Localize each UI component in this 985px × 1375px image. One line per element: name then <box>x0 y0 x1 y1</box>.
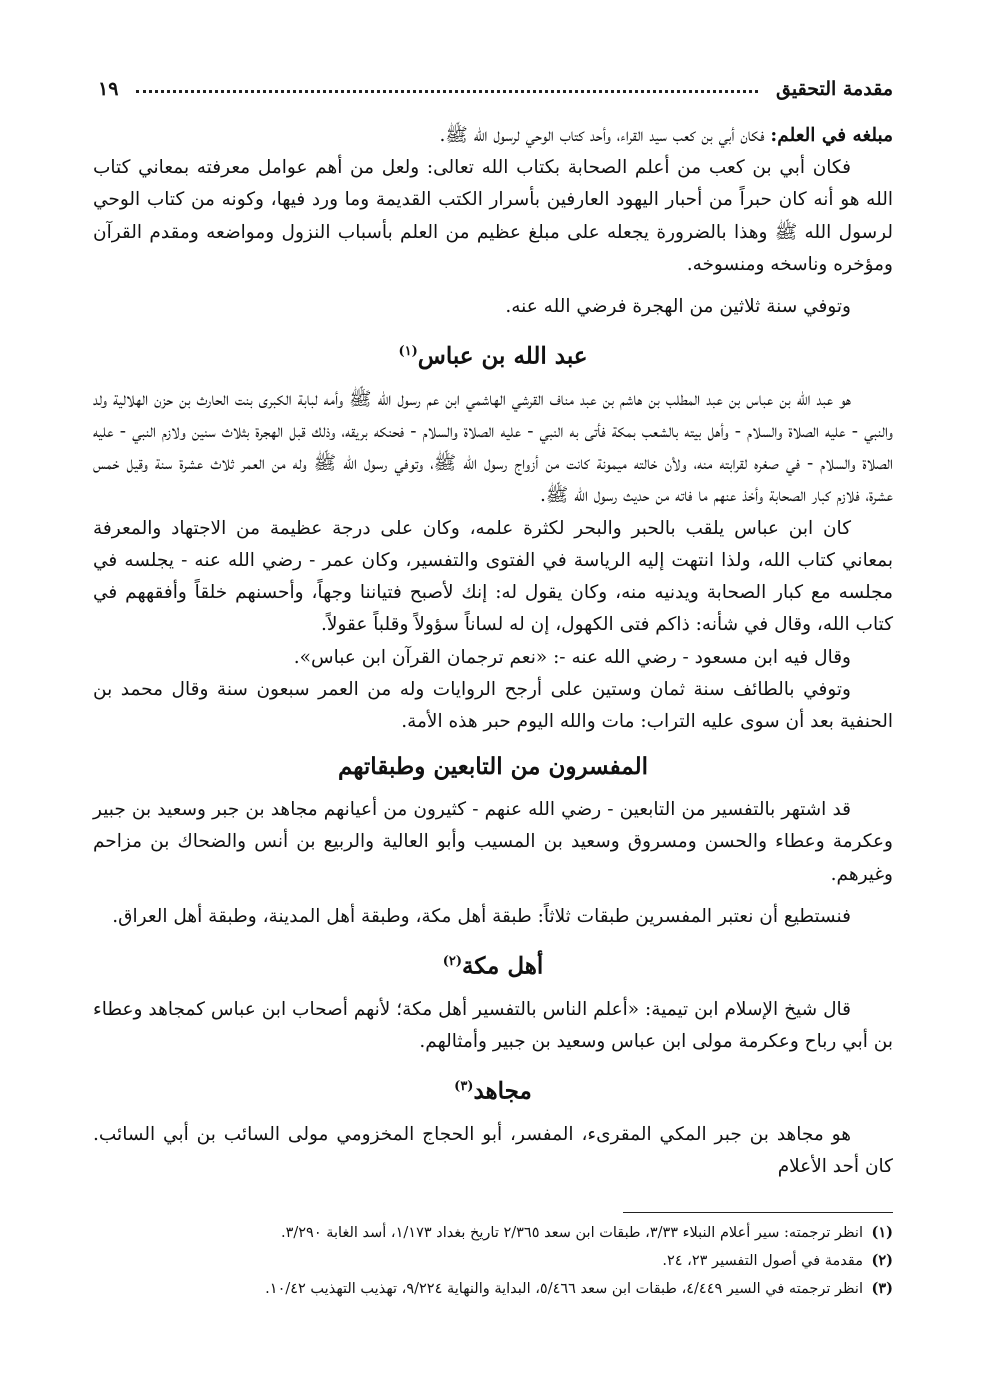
paragraph-ibn-taymiyyah-quote: قال شيخ الإسلام ابن تيمية: «أعلم الناس بالتفسير أهل مكة؛ لأنهم أصحاب ابن عباس كمجاهد وعطاء بن أبي رباح وعكرمة مولى ابن عباس وسعيد بن جبير وأمثالهم. <box>93 998 893 1052</box>
paragraph-ibn-masud-quote: وقال فيه ابن مسعود - رضي الله عنه -: «نعم ترجمان القرآن ابن عباس». <box>293 646 851 668</box>
footnote-ref: (١) <box>398 344 418 360</box>
paragraph-mujahid-bio: هو مجاهد بن جبر المكي المقرىء، المفسر، أبو الحجاج المخزومي مولى السائب بن أبي السائب. كان أحد الأعلام <box>93 1123 893 1177</box>
heading-text: أهل مكة <box>461 952 544 980</box>
paragraph-ibn-abbas-death: وتوفي بالطائف سنة ثمان وستين على أرجح الروايات وله من العمر سبعون سنة وقال محمد بن الحنفية بعد أن سوى عليه التراب: مات والله اليوم حبر هذه الأمة. <box>93 678 893 732</box>
paragraph-ibn-abbas-bio: هو عبد الله بن عباس بن عبد المطلب بن هاشم بن عبد مناف القرشي الهاشمي ابن عم رسول الله ﷺ وأمه لبابة الكبرى بنت الحارث بن حزن الهلالية ولد والنبي - عليه الصلاة والسلام - وأهل بيته بالشعب بمكة فأتى به النبي - عليه الصلاة والسلام - فحنكه بريقه، وذلك قبل الهجرة بثلاث سنين ولازم النبي - عليه الصلاة والسلام - في صغره لقرابته منه، ولأن خالته ميمونة كانت من أزواج رسول الله ﷺ، وتوفي رسول الله ﷺ وله من العمر ثلاث عشرة سنة وقيل خمس عشرة، فلازم كبار الصحابة وأخذ عنهم ما فاته من حديث رسول الله ﷺ. <box>93 388 893 507</box>
paragraph-text: فكان أبي بن كعب سيد القراء، وأحد كتاب الوحي لرسول الله ﷺ. <box>439 125 771 146</box>
footnote-text: مقدمة في أصول التفسير ٢٣، ٢٤. <box>662 1253 863 1269</box>
running-header <box>98 78 893 108</box>
paragraph-tabiin: قد اشتهر بالتفسير من التابعين - رضي الله عنهم - كثيرون من أعيانهم مجاهد بن جبر وسعيد بن جبير وعكرمة وعطاء والحسن ومسروق وسعيد بن المسيب وأبو العالية والربيع بن أنس والضحاك بن مزاحم وغيرهم. <box>93 799 893 885</box>
running-head-title: مقدمة التحقيق <box>776 78 893 100</box>
footnote-3 <box>93 1275 893 1303</box>
heading-tabiin <box>93 750 893 784</box>
paragraph-knowledge <box>93 120 893 152</box>
footnote-number: (٢) <box>871 1252 893 1269</box>
footnote-number: (٣) <box>871 1280 893 1297</box>
footnote-divider <box>623 1212 893 1213</box>
heading-ibn-abbas <box>93 335 893 374</box>
footnote-text: انظر ترجمته: سير أعلام النبلاء ٣/٣٣، طبقات ابن سعد ٢/٣٦٥ تاريخ بغداد ١/١٧٣، أسد الغابة ٣/٢٩٠. <box>280 1225 863 1241</box>
paragraph-ibn-abbas-knowledge: كان ابن عباس يلقب بالحبر والبحر لكثرة علمه، وكان على درجة عظيمة من الاجتهاد والمعرفة بمعاني كتاب الله، ولذا انتهت إليه الرياسة في الفتوى والتفسير، وكان عمر - رضي الله عنه - يجلسه في مجلسه مع كبار الصحابة ويدنيه منه، وكان يقول له: إنك لأصبح فتياننا وجهاً، وأحسنهم خلقاً وأفقههم في كتاب الله، وقال في شأنه: ذاكم فتى الكهول، إن له لساناً سؤولاً وقلباً عقولاً. <box>93 517 893 636</box>
footnote-ref: (٣) <box>454 1078 474 1094</box>
footnote-text: انظر ترجمته في السير ٤/٤٤٩، طبقات ابن سعد ٥/٤٦٦، البداية والنهاية ٩/٢٢٤، تهذيب التهذيب ١٠/٤٢. <box>265 1281 863 1297</box>
footnote-ref: (٢) <box>442 953 462 969</box>
page-number: ١٩ <box>98 78 119 100</box>
footnotes <box>93 1212 893 1303</box>
heading-text: عبد الله بن عباس <box>417 342 588 370</box>
leader-dots <box>136 90 758 93</box>
footnote-number: (١) <box>871 1224 893 1241</box>
paragraph-ubayy: فكان أبي بن كعب من أعلم الصحابة بكتاب الله تعالى: ولعل من أهم عوامل معرفته بمعاني كتاب الله هو أنه كان حبراً من أحبار اليهود العارفين بأسرار الكتب القديمة وما ورد فيها، وكونه من كتاب الوحي لرسول الله ﷺ وهذا بالضرورة يجعله على مبلغ عظيم من العلم بأسباب النزول ومواضعه ومقدم القرآن ومؤخره وناسخه ومنسوخه. <box>93 157 893 275</box>
main-text <box>93 120 893 1183</box>
footnote-1 <box>93 1219 893 1247</box>
heading-mujahid <box>93 1070 893 1109</box>
paragraph-tabaqat: فنستطيع أن نعتبر المفسرين طبقات ثلاثاً: طبقة أهل مكة، وطبقة أهل المدينة، وطبقة أهل العراق. <box>112 905 851 927</box>
paragraph-lead: مبلغه في العلم: <box>770 125 893 146</box>
footnote-2 <box>93 1247 893 1275</box>
heading-text: مجاهد <box>473 1077 532 1105</box>
heading-ahl-makkah <box>93 945 893 984</box>
paragraph-death-ubayy: وتوفي سنة ثلاثين من الهجرة فرضي الله عنه. <box>505 296 851 318</box>
heading-text: المفسرون من التابعين وطبقاتهم <box>338 753 648 781</box>
